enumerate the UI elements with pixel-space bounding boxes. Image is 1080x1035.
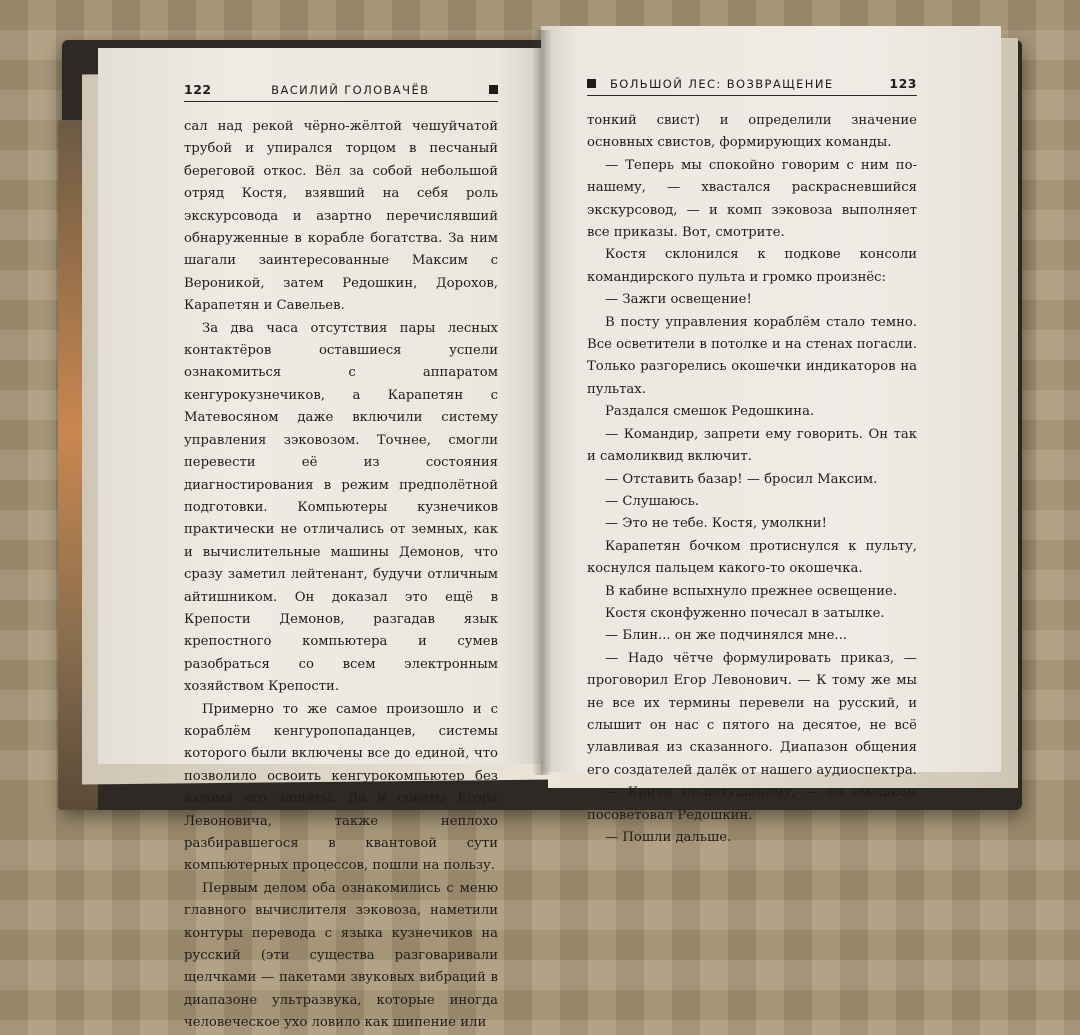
left-page xyxy=(98,48,542,1031)
paragraph: Костя склонился к подкове консоли командирского пульта и громко произнёс: xyxy=(587,247,917,285)
paragraph: — Блин... он же подчинялся мне... xyxy=(605,628,848,644)
paragraph: Карапетян бочком протиснулся к пульту, коснулся пальцем какого-то окошечка. xyxy=(587,538,917,577)
paragraph: — Пошли дальше. xyxy=(605,830,732,845)
paragraph: Раздался смешок Редошкина. xyxy=(605,404,815,420)
paragraph: — Командир, запрети ему говорить. Он так и самоликвид включит. xyxy=(587,426,917,465)
paragraph: — Кричи по-петушиному, — со смешком посоветовал Редошкин. xyxy=(587,785,917,823)
left-page-text xyxy=(184,116,498,1035)
paragraph: Первым делом оба ознакомились с меню главного вычислителя зэковоза, наметили контуры перевода с языка кузнечиков на русский (эти существа разговаривали щелчками — пакетами звуковых вибраций в диапазоне ультразвука, которые иногда человеческое ухо ловило как шипение или xyxy=(184,880,498,1031)
paragraph: За два часа отсутствия пары лесных контактёров оставшиеся успели ознакомиться с аппаратом кенгурокузнечиков, а Карапетян с Матевосяном даже включили систему управления зэковозом. Точнее, смогли перевести её из состояния диагностирования в режим предполётной подготовки. Компьютеры кузнечиков практически не отличались от земных, как и вычислительные машины Демонов, что сразу заметил лейтенант, будучи отличным айтишником. Он доказал это ещё в Крепости Демонов, разгадав язык крепостного компьютера и сумев разобраться со всем электронным хозяйством Крепости. xyxy=(184,320,498,695)
right-page-header xyxy=(587,76,917,96)
paragraph: — Это не тебе. Костя, умолкни! xyxy=(605,516,827,532)
paragraph: — Слушаюсь. xyxy=(605,493,699,509)
paragraph: тонкий свист) и определили значение основных свистов, формирующих команды. xyxy=(587,113,917,151)
left-page-header xyxy=(184,82,498,102)
square-marker-icon xyxy=(489,85,498,94)
page-number: 122 xyxy=(184,82,212,97)
right-page-text xyxy=(587,110,917,849)
paragraph: Костя сконфуженно почесал в затылке. xyxy=(605,605,885,621)
paragraph: сал над рекой чёрно-жёлтой чешуйчатой трубой и упирался торцом в песчаный береговой откос. Вёл за собой небольшой отряд Костя, взявший на себя роль экскурсовода и азартно перечислявший обнаруженные в корабле богатства. За ним шагали заинтересованные Максим с Вероникой, затем Редошкин, Дорохов, Карапетян и Савельев. xyxy=(184,119,498,314)
book-gutter xyxy=(532,30,552,775)
right-page xyxy=(541,26,1001,845)
paragraph: — Отставить базар! — бросил Максим. xyxy=(605,471,878,487)
paragraph: — Надо чётче формулировать приказ, — проговорил Егор Левонович. — К тому же мы не все их термины перевели на русский, и слышит он нас с пятого на десятое, не всё улавливая из сказанного. Диапазон общения его создателей далёк от нашего аудиоспектра. xyxy=(587,650,917,778)
paragraph: — Теперь мы спокойно говорим с ним по-нашему, — хвастался раскрасневшийся экскурсовод, — и комп зэковоза выполняет все приказы. Вот, смотрите. xyxy=(587,157,917,241)
paragraph: — Зажги освещение! xyxy=(605,292,752,308)
square-marker-icon xyxy=(587,79,596,88)
paragraph: Примерно то же самое произошло и с кораблём кенгуропопаданцев, системы которого были включены все до единой, что позволило освоить кенгурокомпьютер без взлома его защиты. Да и советы Егора Левоновича, также неплохо разбиравшегося в квантовой сути компьютерных процессов, пошли на пользу. xyxy=(184,701,498,874)
running-head: ВАСИЛИЙ ГОЛОВАЧЁВ xyxy=(271,82,430,97)
page-number: 123 xyxy=(889,76,917,91)
running-head: БОЛЬШОЙ ЛЕС: ВОЗВРАЩЕНИЕ xyxy=(610,76,834,91)
paragraph: В кабине вспыхнуло прежнее освещение. xyxy=(605,583,898,599)
paragraph: В посту управления кораблём стало темно. Все осветители в потолке и на стенах погасли. Только разгорелись окошечки индикаторов на пультах. xyxy=(587,314,917,397)
